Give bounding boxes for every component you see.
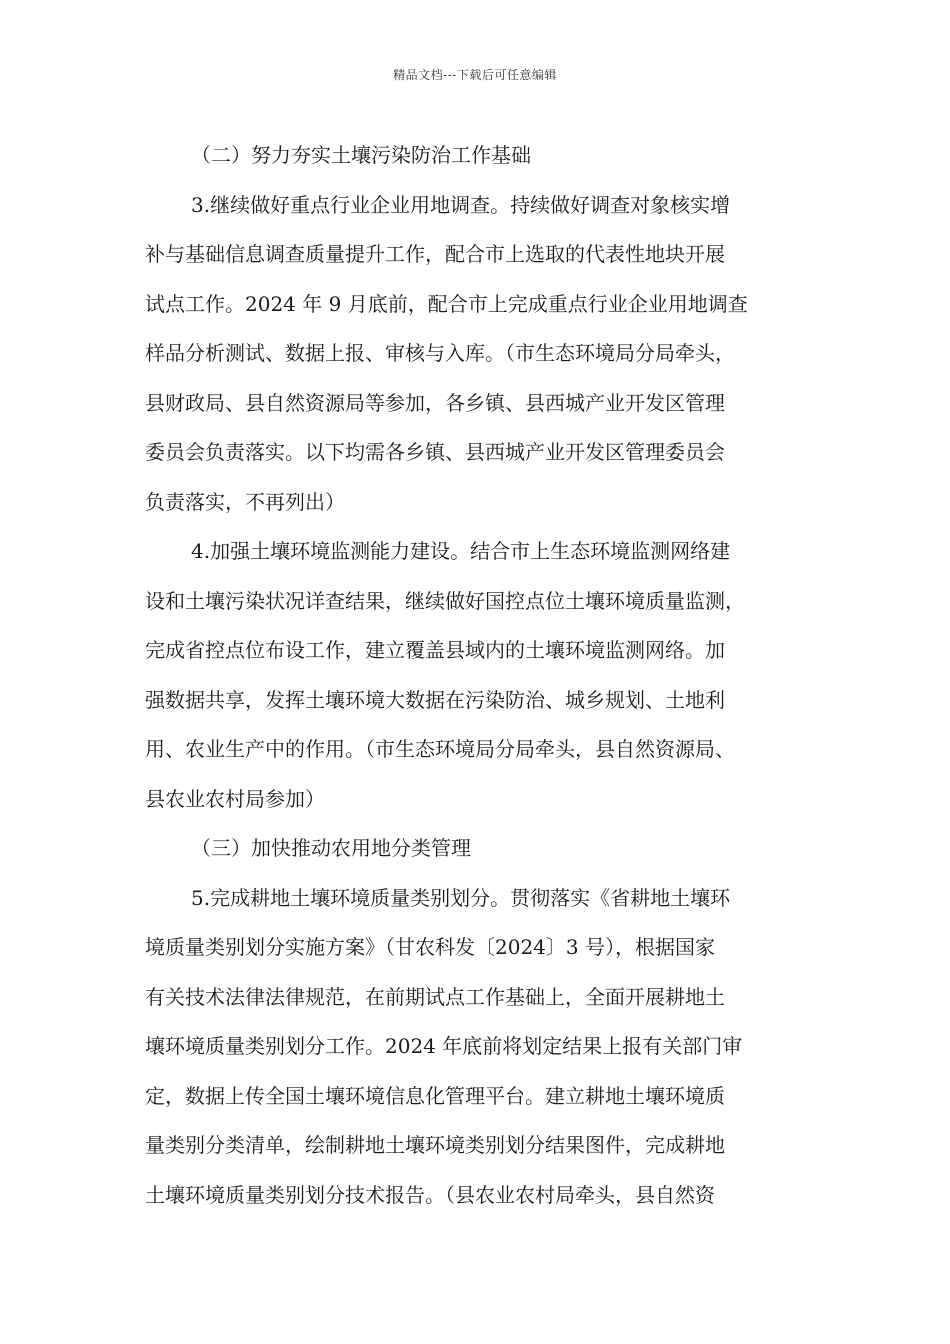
- paragraph-line: 有关技术法律法律规范，在前期试点工作基础上，全面开展耕地土: [145, 984, 725, 1009]
- paragraph-line: 样品分析测试、数据上报、审核与入库。（市生态环境局分局牵头，: [145, 341, 735, 365]
- section-heading: （三）加快推动农用地分类管理: [191, 836, 471, 860]
- paragraph-line: 试点工作。2024 年 9 月底前，配合市上完成重点行业企业用地调查: [145, 291, 748, 316]
- paragraph-line: 完成省控点位布设工作，建立覆盖县域内的土壤环境监测网络。加: [145, 638, 725, 662]
- paragraph-line: 境质量类别划分实施方案》（甘农科发〔2024〕3 号），根据国家: [145, 935, 715, 959]
- paragraph-line: 4.加强土壤环境监测能力建设。结合市上生态环境监测网络建: [191, 539, 731, 563]
- paragraph-line: 设和土壤污染状况详查结果，继续做好国控点位土壤环境质量监测，: [145, 588, 745, 613]
- paragraph-line: 负责落实，不再列出）: [145, 489, 345, 514]
- paragraph-line: 县财政局、县自然资源局等参加，各乡镇、县西城产业开发区管理: [145, 390, 725, 415]
- paragraph-line: 定，数据上传全国土壤环境信息化管理平台。建立耕地土壤环境质: [145, 1083, 725, 1108]
- section-heading: （二）努力夯实土壤污染防治工作基础: [191, 143, 531, 167]
- paragraph-line: 量类别分类清单，绘制耕地土壤环境类别划分结果图件，完成耕地: [145, 1133, 725, 1157]
- paragraph-line: 强数据共享，发挥土壤环境大数据在污染防治、城乡规划、土地利: [145, 687, 725, 712]
- paragraph-line: 3.继续做好重点行业企业用地调查。持续做好调查对象核实增: [191, 192, 731, 217]
- document-body: [145, 131, 825, 1220]
- paragraph-line: 壤环境质量类别划分工作。2024 年底前将划定结果上报有关部门审: [145, 1034, 743, 1058]
- paragraph-line: 县农业农村局参加）: [145, 786, 325, 811]
- page-header: 精品文档---下载后可任意编辑: [393, 68, 557, 82]
- paragraph-line: 土壤环境质量类别划分技术报告。（县农业农村局牵头，县自然资: [145, 1182, 715, 1207]
- paragraph-line: 用、农业生产中的作用。（市生态环境局分局牵头，县自然资源局、: [145, 737, 735, 761]
- paragraph-line: 委员会负责落实。以下均需各乡镇、县西城产业开发区管理委员会: [145, 440, 725, 464]
- paragraph-line: 补与基础信息调查质量提升工作，配合市上选取的代表性地块开展: [145, 242, 725, 266]
- paragraph-line: 5.完成耕地土壤环境质量类别划分。贯彻落实《省耕地土壤环: [191, 885, 731, 910]
